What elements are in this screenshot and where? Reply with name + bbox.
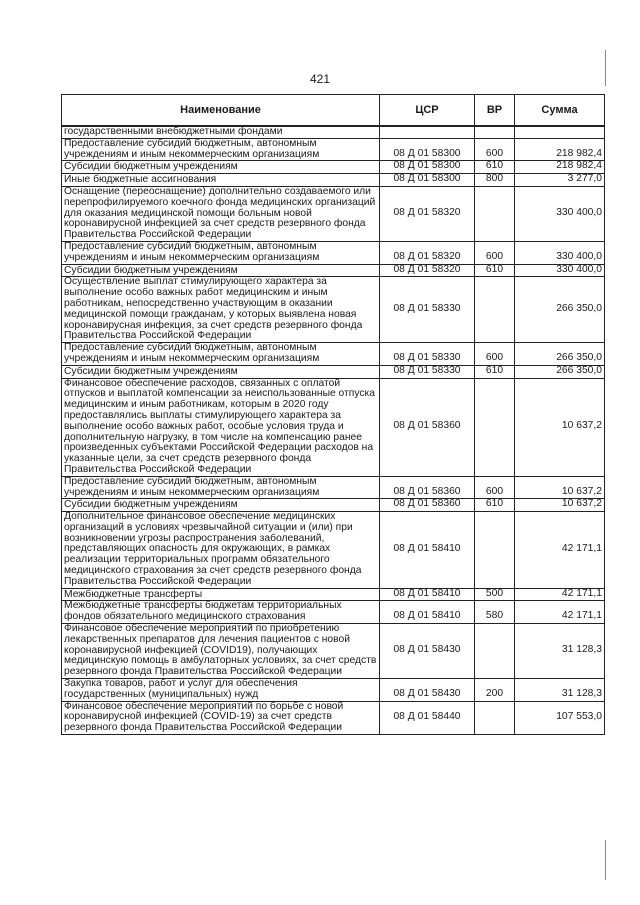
table-row [62, 365, 605, 378]
row-vr [475, 512, 515, 589]
row-vr: 500 [475, 588, 515, 601]
row-csr: 08 Д 01 58320 [380, 241, 475, 264]
row-csr: 08 Д 01 58360 [380, 499, 475, 512]
row-csr: 08 Д 01 58330 [380, 277, 475, 343]
header-sum: Сумма [515, 95, 605, 127]
row-vr: 610 [475, 499, 515, 512]
table-row [62, 343, 605, 366]
scan-edge-mark [605, 50, 606, 86]
row-vr: 200 [475, 679, 515, 702]
row-sum: 330 400,0 [515, 186, 605, 241]
table-row [62, 186, 605, 241]
row-sum: 10 637,2 [515, 499, 605, 512]
scan-edge-mark [605, 840, 606, 880]
row-vr [475, 378, 515, 476]
row-vr: 610 [475, 365, 515, 378]
row-vr: 800 [475, 174, 515, 187]
row-csr: 08 Д 01 58360 [380, 378, 475, 476]
row-name: Межбюджетные трансферты бюджетам территориальных фондов обязательного медицинского страхования [62, 601, 380, 624]
row-sum [515, 126, 605, 138]
row-sum: 266 350,0 [515, 343, 605, 366]
row-vr: 610 [475, 161, 515, 174]
row-csr: 08 Д 01 58430 [380, 679, 475, 702]
row-vr [475, 186, 515, 241]
row-vr: 580 [475, 601, 515, 624]
row-sum: 3 277,0 [515, 174, 605, 187]
row-name: Финансовое обеспечение мероприятий по борьбе с новой коронавирусной инфекцией (COVID-19) за счет средств резервного фонда Правительства Российской Федерации [62, 701, 380, 734]
row-sum: 42 171,1 [515, 601, 605, 624]
row-sum: 266 350,0 [515, 365, 605, 378]
header-name: Наименование [62, 95, 380, 127]
row-name: Субсидии бюджетным учреждениям [62, 499, 380, 512]
table-row [62, 264, 605, 277]
table-row [62, 174, 605, 187]
table-row [62, 277, 605, 343]
row-name: Предоставление субсидий бюджетным, автономным учреждениям и иным некоммерческим организациям [62, 138, 380, 161]
row-csr: 08 Д 01 58300 [380, 174, 475, 187]
page-number: 421 [309, 72, 331, 86]
row-vr: 600 [475, 138, 515, 161]
row-vr [475, 701, 515, 734]
row-vr: 600 [475, 241, 515, 264]
row-csr: 08 Д 01 58320 [380, 186, 475, 241]
header-csr: ЦСР [380, 95, 475, 127]
row-name: Осуществление выплат стимулирующего характера за выполнение особо важных работ медицинским и иным работникам, непосредственно участвующим в оказании медицинской помощи гражданам, у которых выявлена новая коронавирусная инфекция, за счет средств резервного фонда Правительства Российской Федерации [62, 277, 380, 343]
row-sum: 42 171,1 [515, 512, 605, 589]
header-vr: ВР [475, 95, 515, 127]
row-name: Финансовое обеспечение расходов, связанных с оплатой отпусков и выплатой компенсации за неиспользованные отпуска медицинским и иным работникам, которым в 2020 году предоставлялись выплаты стимулирующего характера за выполнение особо важных работ, особые условия труда и дополнительную нагрузку, в том числе на компенсацию ранее произведенных субъектами Российской Федерации расходов на указанные цели, за счет средств резервного фонда Правительства Российской Федерации [62, 378, 380, 476]
row-csr: 08 Д 01 58330 [380, 365, 475, 378]
row-name: Субсидии бюджетным учреждениям [62, 365, 380, 378]
table-row [62, 161, 605, 174]
table-row [62, 512, 605, 589]
row-sum: 266 350,0 [515, 277, 605, 343]
row-name: государственными внебюджетными фондами [62, 126, 380, 138]
table-row [62, 701, 605, 734]
row-name: Предоставление субсидий бюджетным, автономным учреждениям и иным некоммерческим организациям [62, 343, 380, 366]
row-vr: 600 [475, 343, 515, 366]
row-csr: 08 Д 01 58410 [380, 601, 475, 624]
row-csr: 08 Д 01 58440 [380, 701, 475, 734]
row-sum: 218 982,4 [515, 138, 605, 161]
table-row [62, 624, 605, 679]
table-row [62, 241, 605, 264]
row-csr [380, 126, 475, 138]
row-csr: 08 Д 01 58410 [380, 512, 475, 589]
table-header-row [62, 95, 605, 127]
row-sum: 330 400,0 [515, 264, 605, 277]
row-sum: 330 400,0 [515, 241, 605, 264]
row-vr [475, 277, 515, 343]
row-name: Предоставление субсидий бюджетным, автономным учреждениям и иным некоммерческим организациям [62, 241, 380, 264]
row-name: Оснащение (переоснащение) дополнительно создаваемого или перепрофилируемого коечного фонда медицинских организаций для оказания медицинской помощи больным новой коронавирусной инфекцией за счет средств резервного фонда Правительства Российской Федерации [62, 186, 380, 241]
row-sum: 42 171,1 [515, 588, 605, 601]
row-name: Субсидии бюджетным учреждениям [62, 161, 380, 174]
table-row [62, 126, 605, 138]
row-vr: 610 [475, 264, 515, 277]
table-row [62, 476, 605, 499]
row-name: Финансовое обеспечение мероприятий по приобретению лекарственных препаратов для лечения пациентов с новой коронавирусной инфекцией (COVID19), получающих медицинскую помощь в амбулаторных условиях, за счет средств резервного фонда Правительства Российской Федерации [62, 624, 380, 679]
table-row [62, 499, 605, 512]
table-row [62, 679, 605, 702]
row-csr: 08 Д 01 58300 [380, 161, 475, 174]
row-sum: 10 637,2 [515, 476, 605, 499]
table-row [62, 601, 605, 624]
row-csr: 08 Д 01 58320 [380, 264, 475, 277]
row-name: Субсидии бюджетным учреждениям [62, 264, 380, 277]
row-csr: 08 Д 01 58360 [380, 476, 475, 499]
row-vr [475, 624, 515, 679]
row-csr: 08 Д 01 58300 [380, 138, 475, 161]
row-name: Предоставление субсидий бюджетным, автономным учреждениям и иным некоммерческим организациям [62, 476, 380, 499]
row-sum: 31 128,3 [515, 679, 605, 702]
row-name: Закупка товаров, работ и услуг для обеспечения государственных (муниципальных) нужд [62, 679, 380, 702]
row-csr: 08 Д 01 58410 [380, 588, 475, 601]
row-csr: 08 Д 01 58330 [380, 343, 475, 366]
row-sum: 10 637,2 [515, 378, 605, 476]
row-name: Иные бюджетные ассигнования [62, 174, 380, 187]
row-vr: 600 [475, 476, 515, 499]
row-sum: 107 553,0 [515, 701, 605, 734]
budget-table [61, 94, 605, 735]
row-name: Межбюджетные трансферты [62, 588, 380, 601]
row-name: Дополнительное финансовое обеспечение медицинских организаций в условиях чрезвычайной ситуации и (или) при возникновении угрозы распространения заболеваний, представляющих опасность для окружающих, в рамках реализации территориальных программ обязательного медицинского страхования за счет средств резервного фонда Правительства Российской Федерации [62, 512, 380, 589]
row-vr [475, 126, 515, 138]
table-row [62, 138, 605, 161]
row-csr: 08 Д 01 58430 [380, 624, 475, 679]
row-sum: 218 982,4 [515, 161, 605, 174]
table-row [62, 378, 605, 476]
row-sum: 31 128,3 [515, 624, 605, 679]
